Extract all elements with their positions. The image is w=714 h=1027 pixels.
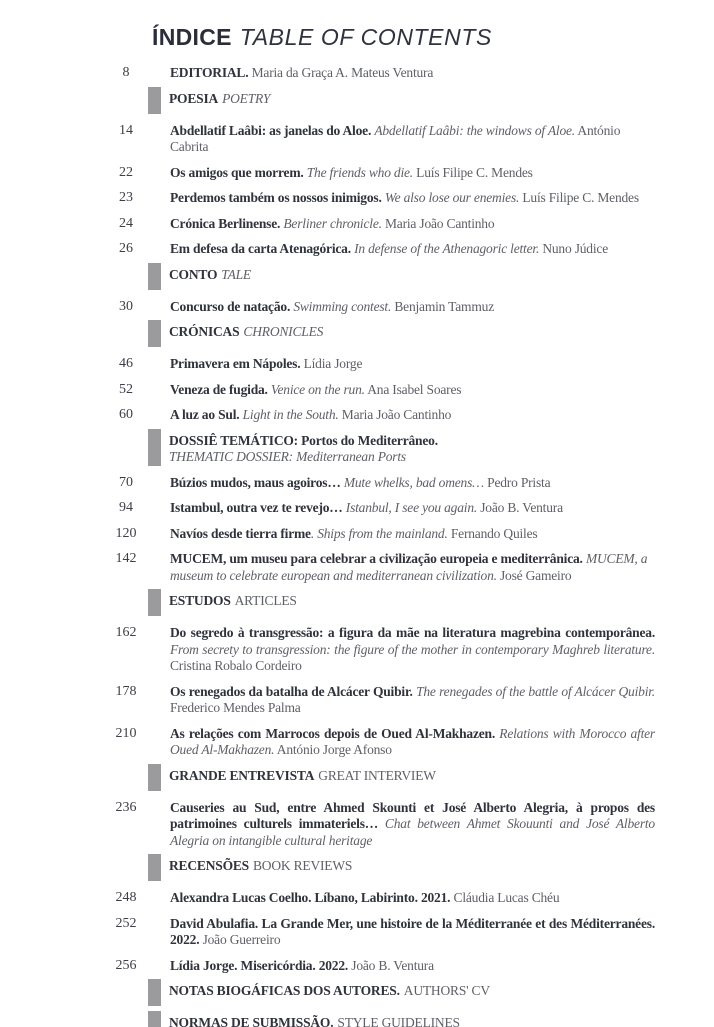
toc-section-row (0, 858, 714, 881)
entry-title-pt: Abdellatif Laâbi: as janelas do Aloe. (170, 122, 372, 138)
entry-author: João B. Ventura (480, 500, 563, 515)
entry-text (170, 382, 655, 399)
entry-author: Ana Isabel Soares (367, 381, 462, 397)
section-title: POESIA (169, 90, 219, 106)
entry-title-pt: MUCEM, um museu para celebrar a civilização europeia e mediterrânica. (170, 551, 583, 566)
entry-title-pt: Perdemos também os nossos inimigos. (170, 190, 382, 205)
page-number: 24 (119, 215, 133, 231)
entry-title-en: MUCEM, a museum to celebrate european and mediterranean civilization. (170, 551, 648, 583)
section-bar (148, 979, 161, 1006)
entry-text (170, 165, 655, 182)
entry-text (170, 500, 655, 517)
entry-title-pt: Os amigos que morrem. (170, 164, 304, 180)
entry-text (170, 916, 655, 949)
entry-title-pt: Búzios mudos, maus agoiros… (170, 474, 341, 490)
toc-entry-row (0, 241, 714, 258)
entry-author: João B. Ventura (351, 957, 434, 973)
entry-author: Maria da Graça A. Mateus Ventura (251, 65, 434, 80)
toc-entry-row (0, 65, 714, 82)
page-number: 236 (115, 799, 137, 815)
entry-title-en: Mute whelks, bad omens… (343, 474, 484, 490)
entry-text (170, 958, 655, 975)
page-number: 23 (119, 190, 133, 205)
page-number: 30 (119, 298, 133, 314)
page-number: 8 (122, 65, 130, 80)
page-title-en: TABLE OF CONTENTS (239, 24, 492, 50)
entry-author: José Gameiro (500, 567, 572, 583)
toc-entry-row (0, 356, 714, 373)
page-number: 162 (115, 625, 137, 640)
section-subtitle: GREAT INTERVIEW (318, 767, 436, 783)
entry-text (170, 407, 655, 424)
toc-entry-row (0, 407, 714, 424)
entry-title-pt: Veneza de fugida. (170, 381, 268, 397)
entry-text (170, 726, 655, 759)
page-number: 14 (119, 122, 133, 138)
page-number: 252 (115, 915, 137, 931)
entry-text (170, 241, 655, 258)
entry-text (170, 475, 655, 492)
toc-section-row (0, 983, 714, 1006)
entry-text (170, 890, 655, 907)
page-number: 70 (119, 474, 133, 490)
entry-title-en: Berliner chronicle. (283, 215, 382, 231)
section-text (169, 91, 646, 108)
entry-author: Luís Filipe C. Mendes (416, 164, 533, 180)
entry-author: Maria João Cantinho (384, 215, 495, 231)
section-bar (148, 263, 161, 290)
entry-title-pt: Alexandra Lucas Coelho. Líbano, Labirinto. 2021. (170, 890, 451, 905)
entry-title-en: Relations with Morocco after Oued Al-Makhazen. (170, 725, 655, 757)
entry-title-en: Swimming contest. (293, 298, 392, 314)
entry-title-pt: Primavera em Nápoles. (170, 356, 301, 371)
section-text (169, 267, 646, 284)
entry-title-pt: Do segredo à transgressão: a figura da mãe na literatura magrebina contemporânea. (170, 625, 655, 640)
page-number: 142 (115, 551, 137, 566)
entry-title-en: The friends who die. (306, 164, 413, 180)
toc-entry-row (0, 216, 714, 233)
page-number: 248 (115, 890, 137, 905)
section-text (169, 983, 646, 1000)
entry-title-pt: Istambul, outra vez te revejo… (170, 500, 343, 515)
toc-entry-row (0, 526, 714, 543)
entry-text (170, 356, 655, 373)
section-bar (148, 429, 161, 466)
page-number: 94 (119, 500, 133, 515)
page-number: 52 (119, 381, 133, 397)
section-title: DOSSIÊ TEMÁTICO: Portos do Mediterrâneo. (169, 432, 438, 448)
entry-title-pt: David Abulafia. La Grande Mer, une histoire de la Méditerranée et des Méditerranées. 2022. (170, 915, 655, 947)
entry-title-pt: Em defesa da carta Atenagórica. (170, 241, 351, 256)
page-number: 22 (119, 164, 133, 180)
section-title: NORMAS DE SUBMISSÃO. (169, 1015, 334, 1027)
section-subtitle: STYLE GUIDELINES (337, 1015, 460, 1027)
entry-author: Pedro Prista (487, 474, 551, 490)
toc-entry-row (0, 165, 714, 182)
page-number: 120 (115, 525, 137, 541)
toc-entry-row (0, 890, 714, 907)
section-title: RECENSÕES (169, 858, 249, 873)
section-text (169, 858, 646, 875)
page-title (152, 24, 714, 50)
page-number: 210 (115, 725, 137, 741)
entry-title-en: Venice on the run. (270, 381, 365, 397)
toc-section-row (0, 768, 714, 791)
entry-author: António Jorge Afonso (276, 742, 392, 757)
entry-title-pt: Lídia Jorge. Misericórdia. 2022. (170, 957, 349, 973)
entry-text (170, 526, 655, 543)
entry-author: António Cabrita (170, 122, 621, 154)
page-number: 46 (119, 356, 133, 371)
entry-author: Cristina Robalo Cordeiro (170, 658, 302, 673)
section-bar (148, 1011, 161, 1027)
entry-title-pt: Navíos desde tierra firme (170, 525, 311, 541)
section-title: GRANDE ENTREVISTA (169, 767, 315, 783)
entry-author: João Guerreiro (202, 932, 281, 947)
toc-section-row (0, 433, 714, 466)
section-bar (148, 764, 161, 791)
page-number: 256 (115, 957, 137, 973)
toc-section-row (0, 324, 714, 347)
section-text (169, 324, 646, 341)
entry-title-pt: EDITORIAL. (170, 65, 249, 80)
page-title-pt: ÍNDICE (152, 24, 232, 50)
toc-entry-row (0, 684, 714, 717)
toc-entry-row (0, 190, 714, 207)
entry-text (170, 123, 655, 156)
entry-author: Maria João Cantinho (341, 407, 452, 422)
toc-entry-row (0, 299, 714, 316)
page-number: 60 (119, 407, 133, 422)
toc-section-row (0, 267, 714, 290)
page-number: 26 (119, 241, 133, 256)
entry-title-en: . Ships from the mainland. (310, 525, 448, 541)
toc-entry-row (0, 551, 714, 584)
toc-entry-row (0, 475, 714, 492)
section-title: CONTO (169, 266, 218, 282)
toc-section-row (0, 91, 714, 114)
toc-entry-row (0, 123, 714, 156)
toc-entry-row (0, 500, 714, 517)
entry-text (170, 625, 655, 675)
entry-text (170, 190, 655, 207)
toc-section-row (0, 1015, 714, 1027)
entry-author: Luís Filipe C. Mendes (522, 190, 639, 205)
section-title: NOTAS BIOGÁFICAS DOS AUTORES. (169, 983, 400, 998)
entry-title-en: Abdellatif Laâbi: the windows of Aloe. (374, 122, 575, 138)
entry-author: Cláudia Lucas Chéu (453, 890, 560, 905)
entry-title-en: The renegades of the battle of Alcácer Quibir. (416, 683, 655, 699)
toc-entry-row (0, 800, 714, 850)
entry-author: Benjamin Tammuz (394, 298, 495, 314)
section-subtitle: TALE (221, 266, 251, 282)
toc-entry-row (0, 726, 714, 759)
section-subtitle: BOOK REVIEWS (252, 858, 353, 873)
entry-text (170, 800, 655, 850)
entry-text (170, 551, 655, 584)
entry-title-en: Istanbul, I see you again. (345, 500, 478, 515)
section-text (169, 433, 646, 466)
entry-title-pt: Os renegados da batalha de Alcácer Quibir. (170, 683, 413, 699)
entry-title-en: From secrety to transgression: the figure of the mother in contemporary Maghreb literature. (170, 641, 655, 657)
entry-text (170, 299, 655, 316)
entry-text (170, 65, 655, 82)
entry-text (170, 216, 655, 233)
entry-title-en: In defense of the Athenagoric letter. (354, 241, 540, 256)
section-bar (148, 589, 161, 616)
section-subtitle: CHRONICLES (243, 324, 324, 339)
section-title: CRÓNICAS (169, 324, 240, 339)
entry-title-pt: Causeries au Sud, entre Ahmed Skounti et José Alberto Alegria, à propos des patrimoines culturels immateriels… (170, 799, 655, 831)
entry-author: Frederico Mendes Palma (170, 700, 301, 715)
entry-title-en: Light in the South. (242, 407, 339, 422)
entry-title-en: Chat between Ahmet Skouunti and José Alberto Alegria on intangible cultural heritage (170, 816, 655, 848)
section-bar (148, 320, 161, 347)
section-subtitle: THEMATIC DOSSIER: Mediterranean Ports (169, 449, 406, 464)
entry-title-pt: A luz ao Sul. (170, 407, 240, 422)
section-subtitle: POETRY (222, 90, 271, 106)
page-number: 178 (115, 683, 137, 699)
entry-title-en: We also lose our enemies. (384, 190, 520, 205)
toc-entry-row (0, 958, 714, 975)
section-title: ESTUDOS (169, 593, 231, 608)
section-bar (148, 87, 161, 114)
entry-author: Lídia Jorge (303, 356, 363, 371)
section-text (169, 593, 646, 610)
entry-author: Nuno Júdice (542, 241, 608, 256)
section-subtitle: ARTICLES (234, 593, 297, 608)
entry-text (170, 684, 655, 717)
entry-title-pt: As relações com Marrocos depois de Oued Al-Makhazen. (170, 725, 496, 741)
section-text (169, 768, 646, 785)
entry-title-pt: Concurso de natação. (170, 298, 291, 314)
entry-title-pt: Crónica Berlinense. (170, 215, 281, 231)
toc-entry-row (0, 916, 714, 949)
toc-section-row (0, 593, 714, 616)
toc-entry-row (0, 382, 714, 399)
toc-entry-row (0, 625, 714, 675)
section-subtitle: AUTHORS' CV (403, 983, 490, 998)
entry-author: Fernando Quiles (450, 525, 538, 541)
section-text (169, 1015, 646, 1027)
section-bar (148, 854, 161, 881)
